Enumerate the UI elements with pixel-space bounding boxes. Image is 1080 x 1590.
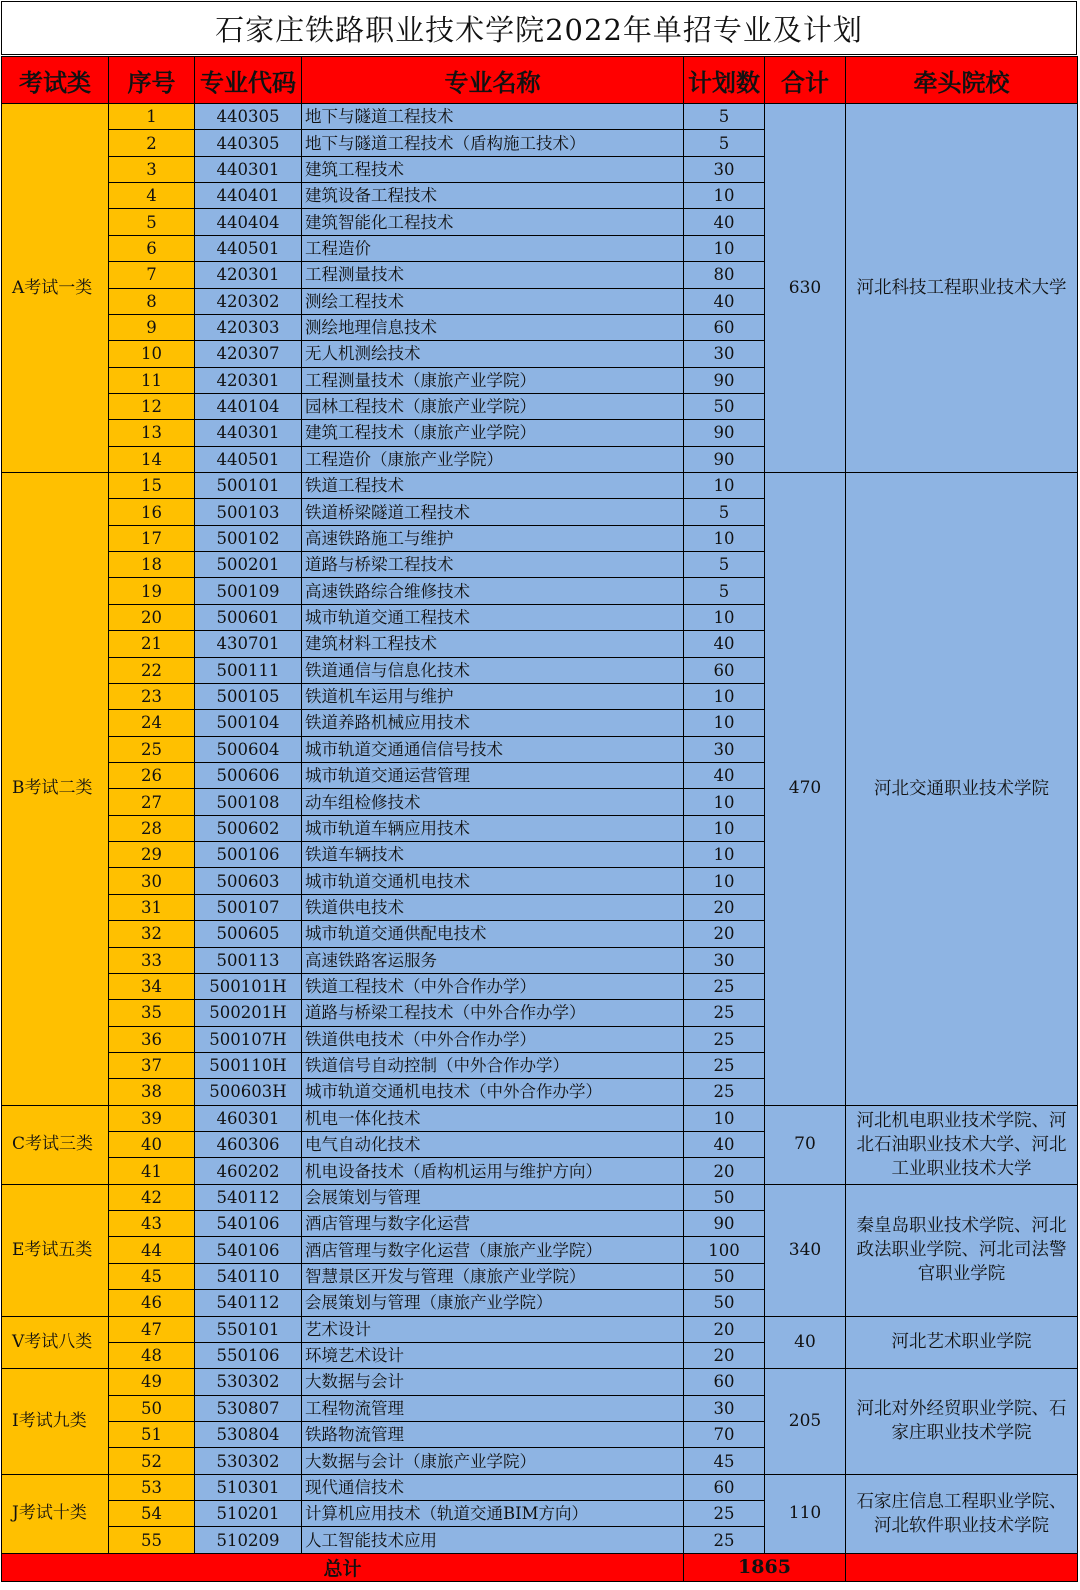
major-name-cell: 城市轨道交通通信信号技术 bbox=[302, 736, 684, 762]
major-code-cell: 440305 bbox=[195, 104, 302, 130]
major-code-cell: 540106 bbox=[195, 1237, 302, 1263]
seq-cell: 54 bbox=[109, 1501, 195, 1527]
plan-count-cell: 10 bbox=[684, 789, 765, 815]
table-row bbox=[2, 104, 1078, 130]
plan-count-cell: 60 bbox=[684, 314, 765, 340]
major-name-cell: 工程造价 bbox=[302, 235, 684, 261]
plan-count-cell: 40 bbox=[684, 288, 765, 314]
plan-count-cell: 20 bbox=[684, 1342, 765, 1368]
plan-count-cell: 60 bbox=[684, 1369, 765, 1395]
seq-cell: 10 bbox=[109, 341, 195, 367]
lead-school-cell: 石家庄信息工程职业学院、河北软件职业技术学院 bbox=[846, 1474, 1078, 1553]
seq-cell: 36 bbox=[109, 1026, 195, 1052]
major-name-cell: 人工智能技术应用 bbox=[302, 1527, 684, 1553]
plan-count-cell: 30 bbox=[684, 736, 765, 762]
seq-cell: 9 bbox=[109, 314, 195, 340]
plan-count-cell: 25 bbox=[684, 1527, 765, 1553]
major-name-cell: 动车组检修技术 bbox=[302, 789, 684, 815]
seq-cell: 22 bbox=[109, 657, 195, 683]
major-name-cell: 铁道车辆技术 bbox=[302, 842, 684, 868]
seq-cell: 1 bbox=[109, 104, 195, 130]
major-name-cell: 铁道机车运用与维护 bbox=[302, 683, 684, 709]
group-total-cell: 340 bbox=[765, 1184, 846, 1316]
seq-cell: 15 bbox=[109, 473, 195, 499]
plan-count-cell: 80 bbox=[684, 262, 765, 288]
seq-cell: 53 bbox=[109, 1474, 195, 1500]
major-name-cell: 建筑智能化工程技术 bbox=[302, 209, 684, 235]
plan-count-cell: 10 bbox=[684, 235, 765, 261]
seq-cell: 24 bbox=[109, 710, 195, 736]
major-code-cell: 550101 bbox=[195, 1316, 302, 1342]
major-code-cell: 500109 bbox=[195, 578, 302, 604]
major-code-cell: 510209 bbox=[195, 1527, 302, 1553]
plan-count-cell: 10 bbox=[684, 183, 765, 209]
plan-count-cell: 30 bbox=[684, 1395, 765, 1421]
header-school: 牵头院校 bbox=[846, 57, 1078, 104]
major-code-cell: 430701 bbox=[195, 631, 302, 657]
major-name-cell: 工程物流管理 bbox=[302, 1395, 684, 1421]
plan-count-cell: 40 bbox=[684, 1132, 765, 1158]
major-code-cell: 460306 bbox=[195, 1132, 302, 1158]
seq-cell: 28 bbox=[109, 815, 195, 841]
seq-cell: 37 bbox=[109, 1052, 195, 1078]
plan-count-cell: 10 bbox=[684, 710, 765, 736]
seq-cell: 32 bbox=[109, 921, 195, 947]
plan-count-cell: 10 bbox=[684, 683, 765, 709]
major-name-cell: 铁道通信与信息化技术 bbox=[302, 657, 684, 683]
major-code-cell: 500101 bbox=[195, 473, 302, 499]
plan-count-cell: 25 bbox=[684, 1052, 765, 1078]
major-name-cell: 会展策划与管理（康旅产业学院） bbox=[302, 1290, 684, 1316]
major-code-cell: 500106 bbox=[195, 842, 302, 868]
major-name-cell: 工程造价（康旅产业学院） bbox=[302, 446, 684, 472]
plan-count-cell: 25 bbox=[684, 973, 765, 999]
group-total-cell: 205 bbox=[765, 1369, 846, 1474]
plan-count-cell: 30 bbox=[684, 341, 765, 367]
major-name-cell: 铁道桥梁隧道工程技术 bbox=[302, 499, 684, 525]
major-name-cell: 城市轨道交通运营管理 bbox=[302, 762, 684, 788]
seq-cell: 39 bbox=[109, 1105, 195, 1131]
major-name-cell: 高速铁路施工与维护 bbox=[302, 525, 684, 551]
seq-cell: 19 bbox=[109, 578, 195, 604]
plan-count-cell: 60 bbox=[684, 657, 765, 683]
seq-cell: 33 bbox=[109, 947, 195, 973]
seq-cell: 18 bbox=[109, 552, 195, 578]
enrollment-plan-table bbox=[1, 56, 1078, 1582]
plan-count-cell: 30 bbox=[684, 947, 765, 973]
major-code-cell: 530807 bbox=[195, 1395, 302, 1421]
major-code-cell: 440401 bbox=[195, 183, 302, 209]
major-name-cell: 城市轨道交通机电技术（中外合作办学） bbox=[302, 1079, 684, 1105]
plan-count-cell: 5 bbox=[684, 104, 765, 130]
major-code-cell: 530302 bbox=[195, 1369, 302, 1395]
lead-school-cell: 秦皇岛职业技术学院、河北政法职业学院、河北司法警官职业学院 bbox=[846, 1184, 1078, 1316]
major-code-cell: 500105 bbox=[195, 683, 302, 709]
plan-count-cell: 20 bbox=[684, 1158, 765, 1184]
seq-cell: 12 bbox=[109, 393, 195, 419]
seq-cell: 43 bbox=[109, 1211, 195, 1237]
major-name-cell: 计算机应用技术（轨道交通BIM方向） bbox=[302, 1501, 684, 1527]
plan-count-cell: 40 bbox=[684, 209, 765, 235]
major-name-cell: 机电一体化技术 bbox=[302, 1105, 684, 1131]
seq-cell: 52 bbox=[109, 1448, 195, 1474]
seq-cell: 4 bbox=[109, 183, 195, 209]
major-name-cell: 城市轨道车辆应用技术 bbox=[302, 815, 684, 841]
header-total: 合计 bbox=[765, 57, 846, 104]
footer-empty-cell bbox=[846, 1553, 1078, 1581]
lead-school-cell: 河北机电职业技术学院、河北石油职业技术大学、河北工业职业技术大学 bbox=[846, 1105, 1078, 1184]
major-name-cell: 道路与桥梁工程技术 bbox=[302, 552, 684, 578]
major-name-cell: 地下与隧道工程技术（盾构施工技术） bbox=[302, 130, 684, 156]
table-row bbox=[2, 1184, 1078, 1210]
seq-cell: 2 bbox=[109, 130, 195, 156]
major-name-cell: 铁道供电技术 bbox=[302, 894, 684, 920]
major-name-cell: 艺术设计 bbox=[302, 1316, 684, 1342]
major-code-cell: 540110 bbox=[195, 1263, 302, 1289]
plan-count-cell: 5 bbox=[684, 552, 765, 578]
grand-total-label: 总计 bbox=[2, 1553, 684, 1581]
seq-cell: 51 bbox=[109, 1421, 195, 1447]
seq-cell: 16 bbox=[109, 499, 195, 525]
seq-cell: 42 bbox=[109, 1184, 195, 1210]
seq-cell: 31 bbox=[109, 894, 195, 920]
plan-count-cell: 90 bbox=[684, 367, 765, 393]
plan-count-cell: 50 bbox=[684, 1263, 765, 1289]
major-code-cell: 420302 bbox=[195, 288, 302, 314]
table-row bbox=[2, 1105, 1078, 1131]
major-code-cell: 500107H bbox=[195, 1026, 302, 1052]
major-name-cell: 测绘工程技术 bbox=[302, 288, 684, 314]
major-code-cell: 500108 bbox=[195, 789, 302, 815]
plan-count-cell: 20 bbox=[684, 1316, 765, 1342]
major-code-cell: 440501 bbox=[195, 235, 302, 261]
major-name-cell: 铁道供电技术（中外合作办学） bbox=[302, 1026, 684, 1052]
plan-count-cell: 5 bbox=[684, 499, 765, 525]
major-name-cell: 建筑工程技术（康旅产业学院） bbox=[302, 420, 684, 446]
exam-category-cell: E考试五类 bbox=[2, 1184, 109, 1316]
plan-count-cell: 50 bbox=[684, 1184, 765, 1210]
seq-cell: 49 bbox=[109, 1369, 195, 1395]
major-code-cell: 540112 bbox=[195, 1184, 302, 1210]
seq-cell: 46 bbox=[109, 1290, 195, 1316]
exam-category-cell: A考试一类 bbox=[2, 104, 109, 473]
seq-cell: 38 bbox=[109, 1079, 195, 1105]
plan-count-cell: 10 bbox=[684, 842, 765, 868]
plan-count-cell: 10 bbox=[684, 525, 765, 551]
plan-count-cell: 50 bbox=[684, 1290, 765, 1316]
major-code-cell: 460301 bbox=[195, 1105, 302, 1131]
plan-count-cell: 45 bbox=[684, 1448, 765, 1474]
group-total-cell: 630 bbox=[765, 104, 846, 473]
seq-cell: 27 bbox=[109, 789, 195, 815]
major-name-cell: 城市轨道交通工程技术 bbox=[302, 604, 684, 630]
group-total-cell: 110 bbox=[765, 1474, 846, 1553]
lead-school-cell: 河北艺术职业学院 bbox=[846, 1316, 1078, 1369]
seq-cell: 20 bbox=[109, 604, 195, 630]
major-name-cell: 园林工程技术（康旅产业学院） bbox=[302, 393, 684, 419]
table-body bbox=[2, 104, 1078, 1554]
seq-cell: 34 bbox=[109, 973, 195, 999]
plan-count-cell: 25 bbox=[684, 1000, 765, 1026]
seq-cell: 11 bbox=[109, 367, 195, 393]
major-name-cell: 铁道工程技术（中外合作办学） bbox=[302, 973, 684, 999]
major-code-cell: 500113 bbox=[195, 947, 302, 973]
plan-count-cell: 20 bbox=[684, 921, 765, 947]
exam-category-cell: I考试九类 bbox=[2, 1369, 109, 1474]
major-name-cell: 电气自动化技术 bbox=[302, 1132, 684, 1158]
lead-school-cell: 河北科技工程职业技术大学 bbox=[846, 104, 1078, 473]
exam-category-cell: J考试十类 bbox=[2, 1474, 109, 1553]
plan-count-cell: 90 bbox=[684, 446, 765, 472]
plan-count-cell: 25 bbox=[684, 1501, 765, 1527]
major-code-cell: 420301 bbox=[195, 262, 302, 288]
major-code-cell: 500110H bbox=[195, 1052, 302, 1078]
seq-cell: 35 bbox=[109, 1000, 195, 1026]
seq-cell: 26 bbox=[109, 762, 195, 788]
major-name-cell: 工程测量技术（康旅产业学院） bbox=[302, 367, 684, 393]
major-code-cell: 440301 bbox=[195, 420, 302, 446]
major-code-cell: 500603 bbox=[195, 868, 302, 894]
seq-cell: 3 bbox=[109, 156, 195, 182]
group-total-cell: 40 bbox=[765, 1316, 846, 1369]
major-name-cell: 高速铁路综合维修技术 bbox=[302, 578, 684, 604]
header-name: 专业名称 bbox=[302, 57, 684, 104]
plan-count-cell: 40 bbox=[684, 762, 765, 788]
major-name-cell: 建筑材料工程技术 bbox=[302, 631, 684, 657]
major-name-cell: 现代通信技术 bbox=[302, 1474, 684, 1500]
major-code-cell: 510301 bbox=[195, 1474, 302, 1500]
seq-cell: 47 bbox=[109, 1316, 195, 1342]
major-code-cell: 500605 bbox=[195, 921, 302, 947]
seq-cell: 5 bbox=[109, 209, 195, 235]
seq-cell: 48 bbox=[109, 1342, 195, 1368]
header-plan: 计划数 bbox=[684, 57, 765, 104]
plan-count-cell: 30 bbox=[684, 156, 765, 182]
seq-cell: 50 bbox=[109, 1395, 195, 1421]
plan-count-cell: 25 bbox=[684, 1026, 765, 1052]
footer-row bbox=[2, 1553, 1078, 1581]
major-name-cell: 铁路物流管理 bbox=[302, 1421, 684, 1447]
major-code-cell: 540106 bbox=[195, 1211, 302, 1237]
lead-school-cell: 河北对外经贸职业学院、石家庄职业技术学院 bbox=[846, 1369, 1078, 1474]
major-name-cell: 城市轨道交通供配电技术 bbox=[302, 921, 684, 947]
seq-cell: 21 bbox=[109, 631, 195, 657]
seq-cell: 29 bbox=[109, 842, 195, 868]
major-code-cell: 440501 bbox=[195, 446, 302, 472]
major-code-cell: 500602 bbox=[195, 815, 302, 841]
major-code-cell: 540112 bbox=[195, 1290, 302, 1316]
plan-count-cell: 60 bbox=[684, 1474, 765, 1500]
major-code-cell: 500107 bbox=[195, 894, 302, 920]
major-name-cell: 高速铁路客运服务 bbox=[302, 947, 684, 973]
plan-count-cell: 5 bbox=[684, 130, 765, 156]
plan-count-cell: 100 bbox=[684, 1237, 765, 1263]
major-code-cell: 500101H bbox=[195, 973, 302, 999]
major-code-cell: 420301 bbox=[195, 367, 302, 393]
seq-cell: 40 bbox=[109, 1132, 195, 1158]
header-code: 专业代码 bbox=[195, 57, 302, 104]
plan-count-cell: 10 bbox=[684, 473, 765, 499]
major-code-cell: 420307 bbox=[195, 341, 302, 367]
major-name-cell: 工程测量技术 bbox=[302, 262, 684, 288]
seq-cell: 30 bbox=[109, 868, 195, 894]
major-name-cell: 铁道信号自动控制（中外合作办学） bbox=[302, 1052, 684, 1078]
major-name-cell: 大数据与会计（康旅产业学院） bbox=[302, 1448, 684, 1474]
plan-count-cell: 70 bbox=[684, 1421, 765, 1447]
major-name-cell: 建筑设备工程技术 bbox=[302, 183, 684, 209]
plan-count-cell: 20 bbox=[684, 894, 765, 920]
lead-school-cell: 河北交通职业技术学院 bbox=[846, 473, 1078, 1106]
plan-count-cell: 10 bbox=[684, 1105, 765, 1131]
seq-cell: 8 bbox=[109, 288, 195, 314]
group-total-cell: 470 bbox=[765, 473, 846, 1106]
major-code-cell: 440104 bbox=[195, 393, 302, 419]
plan-count-cell: 90 bbox=[684, 420, 765, 446]
seq-cell: 17 bbox=[109, 525, 195, 551]
grand-total-value: 1865 bbox=[684, 1553, 846, 1581]
seq-cell: 14 bbox=[109, 446, 195, 472]
exam-category-cell: C考试三类 bbox=[2, 1105, 109, 1184]
plan-count-cell: 5 bbox=[684, 578, 765, 604]
major-code-cell: 500603H bbox=[195, 1079, 302, 1105]
major-name-cell: 铁道工程技术 bbox=[302, 473, 684, 499]
major-code-cell: 550106 bbox=[195, 1342, 302, 1368]
major-name-cell: 会展策划与管理 bbox=[302, 1184, 684, 1210]
plan-count-cell: 25 bbox=[684, 1079, 765, 1105]
major-code-cell: 500606 bbox=[195, 762, 302, 788]
major-code-cell: 510201 bbox=[195, 1501, 302, 1527]
plan-count-cell: 10 bbox=[684, 604, 765, 630]
major-name-cell: 建筑工程技术 bbox=[302, 156, 684, 182]
header-row bbox=[2, 57, 1078, 104]
seq-cell: 23 bbox=[109, 683, 195, 709]
seq-cell: 13 bbox=[109, 420, 195, 446]
exam-category-cell: V考试八类 bbox=[2, 1316, 109, 1369]
header-seq: 序号 bbox=[109, 57, 195, 104]
header-category: 考试类 bbox=[2, 57, 109, 104]
major-code-cell: 500604 bbox=[195, 736, 302, 762]
major-code-cell: 420303 bbox=[195, 314, 302, 340]
major-code-cell: 460202 bbox=[195, 1158, 302, 1184]
major-code-cell: 500104 bbox=[195, 710, 302, 736]
major-name-cell: 测绘地理信息技术 bbox=[302, 314, 684, 340]
major-code-cell: 530804 bbox=[195, 1421, 302, 1447]
major-code-cell: 440301 bbox=[195, 156, 302, 182]
major-name-cell: 环境艺术设计 bbox=[302, 1342, 684, 1368]
major-name-cell: 机电设备技术（盾构机运用与维护方向） bbox=[302, 1158, 684, 1184]
table-row bbox=[2, 473, 1078, 499]
group-total-cell: 70 bbox=[765, 1105, 846, 1184]
major-name-cell: 道路与桥梁工程技术（中外合作办学） bbox=[302, 1000, 684, 1026]
major-code-cell: 500201H bbox=[195, 1000, 302, 1026]
major-name-cell: 大数据与会计 bbox=[302, 1369, 684, 1395]
major-name-cell: 地下与隧道工程技术 bbox=[302, 104, 684, 130]
seq-cell: 25 bbox=[109, 736, 195, 762]
seq-cell: 7 bbox=[109, 262, 195, 288]
major-code-cell: 440404 bbox=[195, 209, 302, 235]
major-name-cell: 城市轨道交通机电技术 bbox=[302, 868, 684, 894]
table-row bbox=[2, 1316, 1078, 1342]
plan-count-cell: 40 bbox=[684, 631, 765, 657]
plan-count-cell: 10 bbox=[684, 868, 765, 894]
major-name-cell: 无人机测绘技术 bbox=[302, 341, 684, 367]
major-name-cell: 酒店管理与数字化运营 bbox=[302, 1211, 684, 1237]
major-name-cell: 铁道养路机械应用技术 bbox=[302, 710, 684, 736]
seq-cell: 55 bbox=[109, 1527, 195, 1553]
major-name-cell: 智慧景区开发与管理（康旅产业学院） bbox=[302, 1263, 684, 1289]
seq-cell: 45 bbox=[109, 1263, 195, 1289]
plan-count-cell: 90 bbox=[684, 1211, 765, 1237]
seq-cell: 6 bbox=[109, 235, 195, 261]
seq-cell: 44 bbox=[109, 1237, 195, 1263]
major-code-cell: 500111 bbox=[195, 657, 302, 683]
seq-cell: 41 bbox=[109, 1158, 195, 1184]
page-title: 石家庄铁路职业技术学院2022年单招专业及计划 bbox=[1, 1, 1077, 55]
major-name-cell: 酒店管理与数字化运营（康旅产业学院） bbox=[302, 1237, 684, 1263]
major-code-cell: 500102 bbox=[195, 525, 302, 551]
major-code-cell: 440305 bbox=[195, 130, 302, 156]
table-row bbox=[2, 1369, 1078, 1395]
major-code-cell: 530302 bbox=[195, 1448, 302, 1474]
plan-count-cell: 50 bbox=[684, 393, 765, 419]
major-code-cell: 500201 bbox=[195, 552, 302, 578]
table-row bbox=[2, 1474, 1078, 1500]
plan-count-cell: 10 bbox=[684, 815, 765, 841]
major-code-cell: 500601 bbox=[195, 604, 302, 630]
exam-category-cell: B考试二类 bbox=[2, 473, 109, 1106]
major-code-cell: 500103 bbox=[195, 499, 302, 525]
